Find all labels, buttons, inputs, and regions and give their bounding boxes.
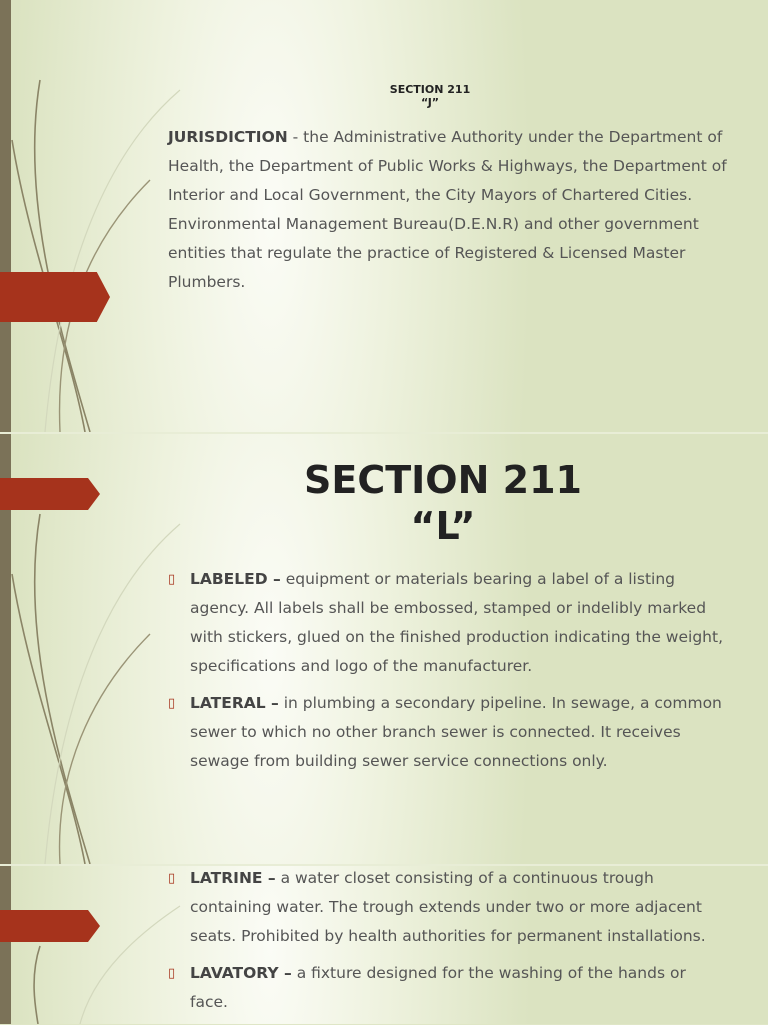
jurisdiction-paragraph xyxy=(168,123,728,297)
definition-list xyxy=(168,565,728,784)
term: JURISDICTION xyxy=(168,128,288,146)
bullet-icon: ▯ xyxy=(168,572,176,587)
title-text: SECTION 211 xyxy=(304,458,582,502)
arrow-marker xyxy=(0,272,110,322)
bullet-icon: ▯ xyxy=(168,696,176,711)
list-item xyxy=(168,689,728,776)
term: LATRINE – xyxy=(190,869,276,887)
term: LAVATORY – xyxy=(190,964,292,982)
arrow-marker xyxy=(0,478,100,510)
slide-title xyxy=(330,83,530,109)
term: LABELED – xyxy=(190,570,281,588)
bullet-icon: ▯ xyxy=(168,871,176,886)
definition: - the Administrative Authority under the Department of Health, the Department of Public Works & Highways, the Department of Interior and Local Government, the City Mayors of Chartered Cities. Environmental Management Bureau(D.E.N.R) and other government entities that regulate the practice of Registered & Licensed Master Plumbers. xyxy=(168,128,727,291)
slide-1 xyxy=(0,0,768,432)
list-item xyxy=(168,565,728,681)
definition: equipment or materials bearing a label of a listing agency. All labels shall be embossed, stamped or indelibly marked with stickers, glued on the finished production indicating the weight, specifications and logo of the manufacturer. xyxy=(190,570,723,675)
list-item xyxy=(168,864,728,951)
definition: a fixture designed for the washing of the hands or face. xyxy=(190,964,686,1011)
definition: a water closet consisting of a continuous trough containing water. The trough extends under two or more adjacent seats. Prohibited by health authorities for permanent installations. xyxy=(190,869,706,945)
definition-list xyxy=(168,864,728,1025)
slide-2-title xyxy=(290,457,596,549)
subtitle-text: “L” xyxy=(410,504,476,548)
list-item xyxy=(168,959,728,1017)
subtitle-text: “J” xyxy=(420,96,440,109)
title-text: SECTION 211 xyxy=(389,83,471,96)
arrow-marker xyxy=(0,910,100,942)
definition: in plumbing a secondary pipeline. In sewage, a common sewer to which no other branch sewer is connected. It receives sewage from building sewer service connections only. xyxy=(190,694,722,770)
term: LATERAL – xyxy=(190,694,279,712)
bullet-icon: ▯ xyxy=(168,966,176,981)
